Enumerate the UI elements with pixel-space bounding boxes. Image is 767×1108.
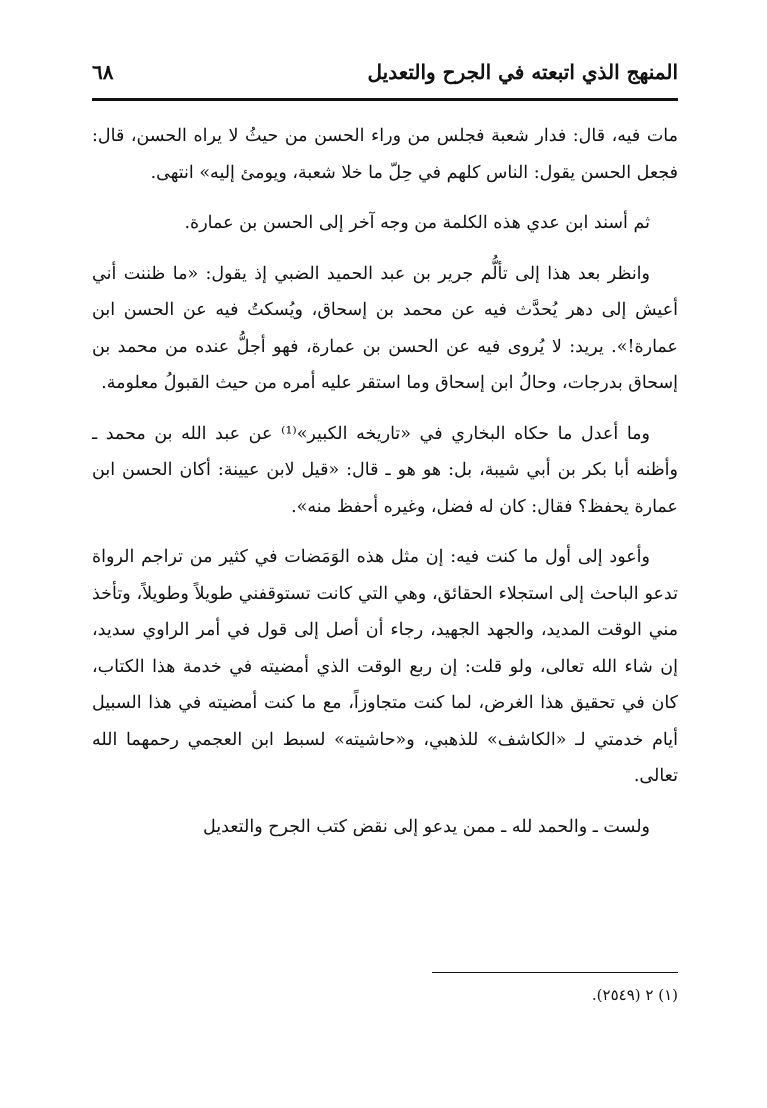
paragraph: وما أعدل ما حكاه البخاري في «تاريخه الكبير»⁽¹⁾ عن عبد الله بن محمد ـ وأظنه أبا بكر بن أبي شيبة، بل: هو هو ـ قال: «قيل لابن عيينة: أكان الحسن ابن عمارة يحفظ؟ فقال: كان له فضل، وغيره أحفظ منه». (92, 423, 678, 517)
footnote: (١) ٢ (٢٥٤٩). (591, 986, 678, 1004)
paragraph: ولست ـ والحمد لله ـ ممن يدعو إلى نقض كتب الجرح والتعديل (203, 816, 650, 837)
running-title: المنهج الذي اتبعته في الجرح والتعديل (367, 60, 678, 84)
footnote-rule (432, 972, 678, 973)
page-number: ٦٨ (92, 60, 114, 84)
running-header (92, 60, 678, 94)
main-text (92, 118, 678, 845)
paragraph: مات فيه، قال: فدار شعبة فجلس من وراء الحسن من حيثُ لا يراه الحسن، قال: فجعل الحسن يقول: الناس كلهم في حِلّ ما خلا شعبة، ويومئ إليه» انتهى. (92, 126, 678, 183)
header-rule (92, 98, 678, 101)
paragraph: وانظر بعد هذا إلى تألُّم جرير بن عبد الحميد الضبي إذ يقول: «ما ظننت أني أعيش إلى دهر يُحدَّث فيه عن محمد بن إسحاق، ويُسكتُ فيه عن الحسن ابن عمارة!». يريد: لا يُروى فيه عن الحسن بن عمارة، فهو أجلُّ عنده من محمد بن إسحاق بدرجات، وحالُ ابن إسحاق وما استقر عليه أمره من حيث القبولُ معلومة. (92, 263, 678, 393)
paragraph: ثم أسند ابن عدي هذه الكلمة من وجه آخر إلى الحسن بن عمارة. (184, 213, 650, 233)
paragraph: وأعود إلى أول ما كنت فيه: إن مثل هذه الوَمَضات في كثير من تراجم الرواة تدعو الباحث إلى استجلاء الحقائق، وهي التي كانت تستوقفني طويلاً وطويلاً، وتأخذ مني الوقت المديد، والجهد الجهيد، رجاء أن أصل إلى قول في أمر الراوي سديد، إن شاء الله تعالى، ولو قلت: إن ربع الوقت الذي أمضيته في خدمة هذا الكتاب، كان في تحقيق هذا الغرض، لما كنت متجاوزاً، مع ما كنت أمضيته في هذا السبيل أيام خدمتي لـ «الكاشف» للذهبي، و«حاشيته» لسبط ابن العجمي رحمهما الله تعالى. (92, 547, 678, 786)
